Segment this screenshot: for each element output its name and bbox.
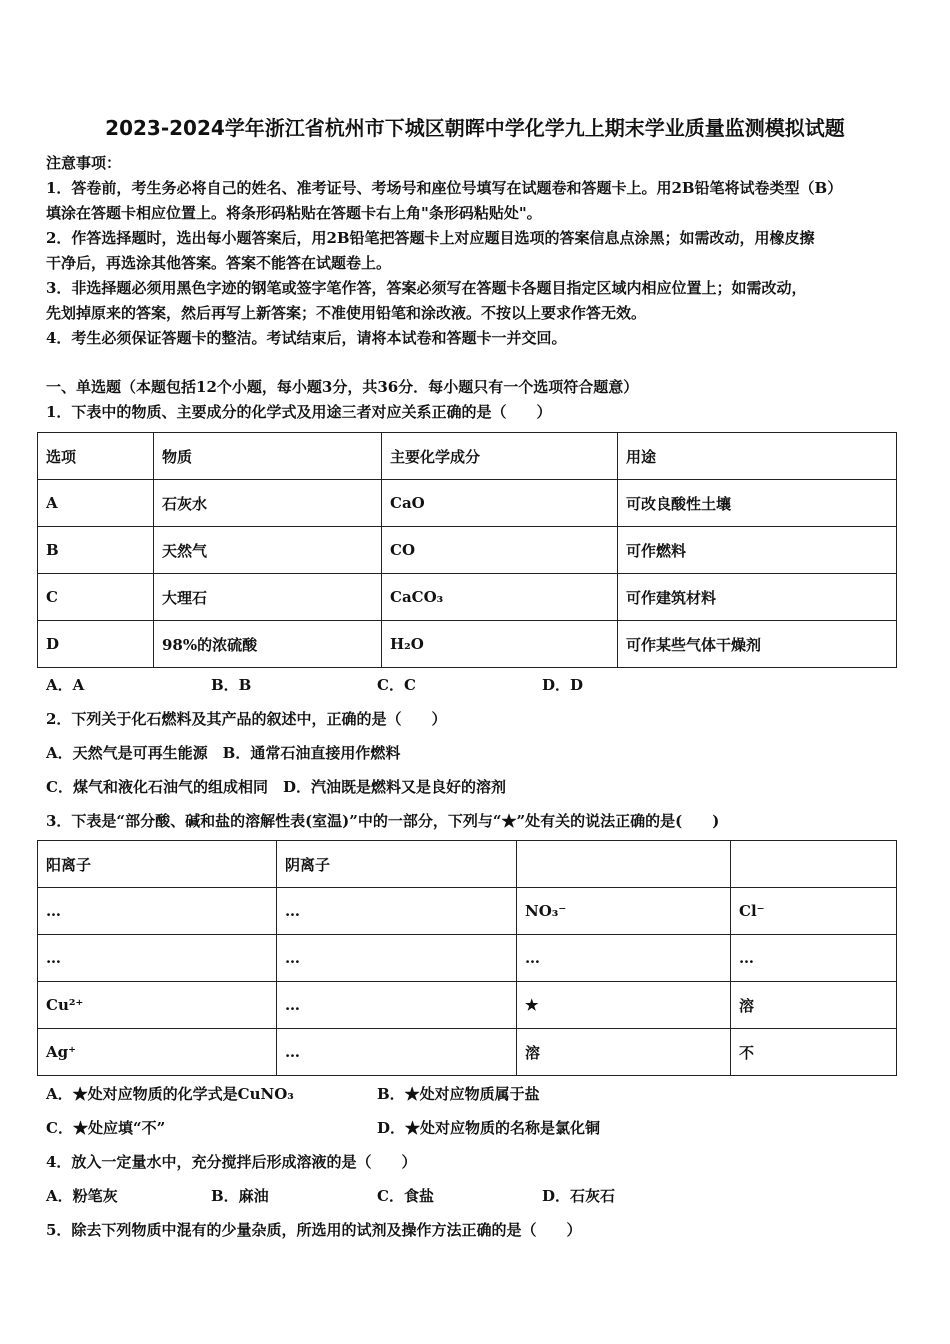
- table-row: [38, 935, 897, 982]
- cell: …: [38, 888, 277, 935]
- cell: C: [38, 574, 154, 621]
- q1-option-c[interactable]: C．C: [377, 676, 416, 694]
- table-row: [38, 888, 897, 935]
- cell: …: [38, 935, 277, 982]
- cell: NO₃⁻: [517, 888, 731, 935]
- cell: …: [731, 935, 897, 982]
- q3-stem: 3．下表是“部分酸、碱和盐的溶解性表(室温)”中的一部分，下列与“★”处有关的说法正确的是( ): [46, 812, 720, 830]
- cell: CaO: [382, 480, 618, 527]
- table-row: [38, 480, 897, 527]
- cell: 溶: [731, 982, 897, 1029]
- q1-table: [37, 432, 897, 668]
- cell: Cu²⁺: [38, 982, 277, 1029]
- cell: ★: [517, 982, 731, 1029]
- q1-option-d[interactable]: D．D: [542, 676, 584, 694]
- table-row: [38, 982, 897, 1029]
- q2-stem: 2．下列关于化石燃料及其产品的叙述中，正确的是（ ）: [46, 710, 447, 728]
- q3-option-b[interactable]: B．★处对应物质属于盐: [377, 1085, 540, 1103]
- table-row: [38, 574, 897, 621]
- table-row: [38, 1029, 897, 1076]
- cell: 物质: [154, 433, 382, 480]
- cell: 阳离子: [38, 841, 277, 888]
- cell: 可作某些气体干燥剂: [618, 621, 897, 668]
- cell: H₂O: [382, 621, 618, 668]
- q4-option-d[interactable]: D．石灰石: [542, 1187, 616, 1205]
- cell: …: [277, 888, 517, 935]
- notice-heading: 注意事项：: [46, 154, 122, 172]
- q5-stem: 5．除去下列物质中混有的少量杂质，所选用的试剂及操作方法正确的是（ ）: [46, 1221, 582, 1239]
- cell: 大理石: [154, 574, 382, 621]
- cell: CO: [382, 527, 618, 574]
- cell: 石灰水: [154, 480, 382, 527]
- notice-line: 干净后，再选涂其他答案。答案不能答在试题卷上。: [46, 254, 392, 272]
- cell: 选项: [38, 433, 154, 480]
- cell: 可作燃料: [618, 527, 897, 574]
- cell: 阴离子: [277, 841, 517, 888]
- q1-stem: 1．下表中的物质、主要成分的化学式及用途三者对应关系正确的是（ ）: [46, 403, 552, 421]
- q4-option-a[interactable]: A．粉笔灰: [46, 1187, 118, 1205]
- section-heading: 一、单选题（本题包括12个小题，每小题3分，共36分．每小题只有一个选项符合题意）: [46, 378, 639, 396]
- cell: 不: [731, 1029, 897, 1076]
- cell: …: [277, 982, 517, 1029]
- q1-option-a[interactable]: A．A: [46, 676, 85, 694]
- notice-line: 4．考生必须保证答题卡的整洁。考试结束后，请将本试卷和答题卡一并交回。: [46, 329, 567, 347]
- cell: A: [38, 480, 154, 527]
- page-title: 2023-2024学年浙江省杭州市下城区朝晖中学化学九上期末学业质量监测模拟试题: [105, 116, 845, 140]
- notice-line: 2．作答选择题时，选出每小题答案后，用2B铅笔把答题卡上对应题目选项的答案信息点涂黑；如需改动，用橡皮擦: [46, 229, 815, 247]
- notice-line: 3．非选择题必须用黑色字迹的钢笔或签字笔作答，答案必须写在答题卡各题目指定区域内相应位置上；如需改动，: [46, 279, 807, 297]
- cell: CaCO₃: [382, 574, 618, 621]
- cell: D: [38, 621, 154, 668]
- cell: 98%的浓硫酸: [154, 621, 382, 668]
- q4-stem: 4．放入一定量水中，充分搅拌后形成溶液的是（ ）: [46, 1153, 417, 1171]
- notice-line: 先划掉原来的答案，然后再写上新答案；不准使用铅笔和涂改液。不按以上要求作答无效。: [46, 304, 647, 322]
- q3-option-d[interactable]: D．★处对应物质的名称是氯化铜: [377, 1119, 601, 1137]
- cell: 主要化学成分: [382, 433, 618, 480]
- cell: Cl⁻: [731, 888, 897, 935]
- cell: …: [277, 935, 517, 982]
- q3-option-c[interactable]: C．★处应填“不”: [46, 1119, 166, 1137]
- cell: 天然气: [154, 527, 382, 574]
- cell: B: [38, 527, 154, 574]
- cell: 用途: [618, 433, 897, 480]
- q1-option-b[interactable]: B．B: [211, 676, 252, 694]
- table-row: [38, 841, 897, 888]
- q3-option-a[interactable]: A．★处对应物质的化学式是CuNO₃: [46, 1085, 294, 1103]
- q2-options-ab[interactable]: A．天然气是可再生能源 B．通常石油直接用作燃料: [46, 744, 401, 762]
- cell: …: [517, 935, 731, 982]
- cell: …: [277, 1029, 517, 1076]
- q2-options-cd[interactable]: C．煤气和液化石油气的组成相同 D．汽油既是燃料又是良好的溶剂: [46, 778, 506, 796]
- notice-line: 1．答卷前，考生务必将自己的姓名、准考证号、考场号和座位号填写在试题卷和答题卡上。用2B铅笔将试卷类型（B）: [46, 179, 843, 197]
- q4-option-c[interactable]: C．食盐: [377, 1187, 434, 1205]
- cell: 可作建筑材料: [618, 574, 897, 621]
- cell: 溶: [517, 1029, 731, 1076]
- notice-line: 填涂在答题卡相应位置上。将条形码粘贴在答题卡右上角"条形码粘贴处"。: [46, 204, 542, 222]
- table-row: [38, 621, 897, 668]
- cell: [517, 841, 731, 888]
- q3-table: [37, 840, 897, 1076]
- table-row: [38, 433, 897, 480]
- q4-option-b[interactable]: B．麻油: [211, 1187, 269, 1205]
- cell: 可改良酸性土壤: [618, 480, 897, 527]
- cell: Ag⁺: [38, 1029, 277, 1076]
- table-row: [38, 527, 897, 574]
- cell: [731, 841, 897, 888]
